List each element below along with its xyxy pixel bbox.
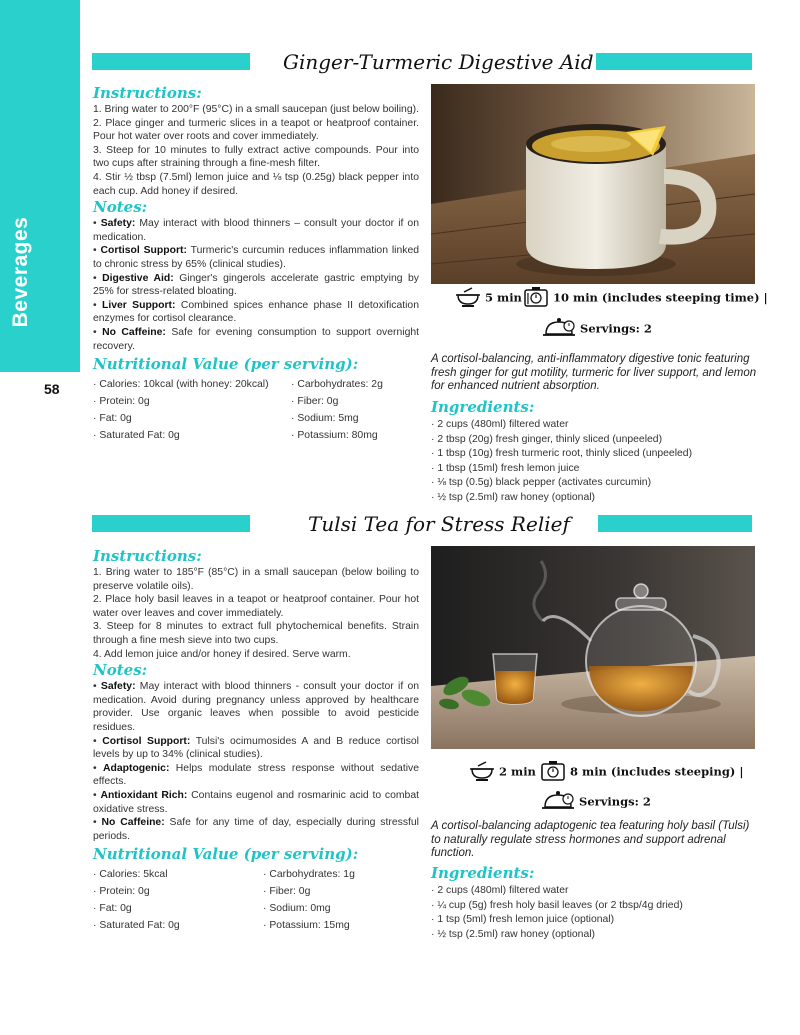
nutrition-item: · Sodium: 0mg [263,903,331,915]
prep-time: 2 min | [469,760,544,785]
title-bar-right [598,515,752,532]
nutrition-item: · Potassium: 80mg [291,430,378,442]
nutrition-item: · Saturated Fat: 0g [93,430,180,442]
ingredient-item: · 1 tbsp (15ml) fresh lemon juice [431,462,580,474]
nutrition-item: · Fiber: 0g [291,396,339,408]
section-label: Beverages [9,216,32,328]
ingredient-item: · 2 tbsp (20g) fresh ginger, thinly sliced (unpeeled) [431,433,663,445]
nutrition-item: · Saturated Fat: 0g [93,920,180,932]
ingredient-item: · ⅛ tsp (0.5g) black pepper (activates curcumin) [431,477,652,488]
note-item: • Antioxidant Rich: Contains eugenol and rosmarinic acid to combat oxidative stress. [93,789,419,815]
recipe-description: A cortisol-balancing, anti-inflammatory digestive tonic featuring fresh ginger for gut motility, turmeric for liver support, and lemon for enhanced nutrient absorption. [431,353,757,392]
recipe-title: Ginger-Turmeric Digestive Aid [283,50,594,74]
note-item: • Safety: May interact with blood thinners - consult your doctor if on medication. Avoid during pregnancy unless approved by healthcare provider. Use organic leaves when possible to avoid pesticide residues. [93,681,420,733]
cook-time: 8 min (includes steeping) | [540,760,744,785]
nutrition-item: · Fat: 0g [93,903,132,915]
prep-bowl-icon [455,286,481,311]
ingredient-item: · 2 cups (480ml) filtered water [431,885,569,896]
ingredient-item: · ½ tsp (2.5ml) raw honey (optional) [431,928,596,940]
servings: Servings: 2 [541,789,651,816]
note-item: • Safety: May interact with blood thinners – consult your doctor if on medication. [93,218,419,243]
note-item: • Digestive Aid: Ginger's gingerols accelerate gastric emptying by 25% for stress-related bloating. [93,272,419,298]
note-item: • No Caffeine: Safe for any time of day, especially during stressful periods. [93,817,419,842]
nutrition-item: · Calories: 5kcal [93,869,168,881]
recipe-left-column [93,547,419,934]
ingredients-list [431,884,761,942]
ingredient-item: · ¼ cup (5g) fresh holy basil leaves (or 2 tbsp/4g dried) [431,899,683,911]
recipe-description: A cortisol-balancing adaptogenic tea featuring holy basil (Tulsi) to naturally regulate stress hormones and support adrenal function. [431,820,750,859]
note-item: • Adaptogenic: Helps modulate stress response without sedative effects. [93,762,420,788]
recipe-photo-ginger-tea [431,84,755,284]
ingredient-item: · 1 tsp (5ml) fresh lemon juice (optional) [431,914,615,925]
cook-time: 10 min (includes steeping time) | [523,286,768,311]
serving-cloche-icon [541,789,575,816]
ingredients-heading: Ingredients: [431,398,535,416]
instruction-step: 4. Add lemon juice and/or honey if desired. Serve warm. [93,648,351,660]
nutrition-item: · Fat: 0g [93,413,132,425]
recipe-left-column [93,84,419,444]
instruction-step: 3. Steep for 8 minutes to extract full phytochemical benefits. Strain through a fine mesh sieve into two cups. [93,621,419,646]
nutrition-item: · Protein: 0g [93,396,150,408]
title-bar-right [596,53,752,70]
nutrition-item: · Carbohydrates: 2g [291,379,383,391]
notes-heading: Notes: [93,198,148,217]
servings: Servings: 2 [542,316,652,343]
instructions-heading: Instructions: [93,84,202,102]
instruction-step: 3. Steep for 10 minutes to fully extract active compounds. Pour into two cups after straining through a fine-mesh filter. [93,144,419,170]
nutrition-item: · Sodium: 5mg [291,413,359,425]
timer-pot-icon [540,760,566,785]
prep-time: 5 min | [455,286,530,311]
nutrition-item: · Fiber: 0g [263,886,311,898]
page-number: 58 [44,381,60,397]
title-bar-left [92,53,250,70]
nutrition-heading: Nutritional Value (per serving): [93,845,359,864]
instruction-step: 2. Place holy basil leaves in a teapot or heatproof container. Pour hot water over leaves and cover immediately. [93,594,419,619]
ingredient-item: · ½ tsp (2.5ml) raw honey (optional) [431,491,596,503]
note-item: • No Caffeine: Safe for evening consumption to support overnight recovery. [93,326,420,352]
nutrition-item: · Carbohydrates: 1g [263,869,355,881]
recipe-photo-tulsi-tea [431,546,755,749]
instructions-heading: Instructions: [93,547,202,565]
instruction-step: 1. Bring water to 185°F (85°C) in a small saucepan (below boiling to preserve volatile oils). [93,567,419,592]
instruction-step: 4. Stir ½ tbsp (7.5ml) lemon juice and ⅛ tsp (0.25g) black pepper into each cup. Add honey if desired. [93,171,419,197]
nutrition-heading: Nutritional Value (per serving): [93,355,359,374]
timer-pot-icon [523,286,549,311]
note-item: • Liver Support: Combined spices enhance phase II detoxification enzymes for cortisol clearance. [93,299,419,325]
instruction-step: 1. Bring water to 200°F (95°C) in a small saucepan (just below boiling). [93,104,419,115]
nutrition-item: · Protein: 0g [93,886,150,898]
nutrition-item: · Potassium: 15mg [263,920,350,932]
title-bar-left [92,515,250,532]
nutrition-table [93,866,419,934]
recipe-title: Tulsi Tea for Stress Relief [308,512,570,536]
notes-heading: Notes: [93,661,148,680]
ingredient-item: · 2 cups (480ml) filtered water [431,419,569,430]
note-item: • Cortisol Support: Turmeric's curcumin reduces inflammation linked to chronic stress by 65% (clinical studies). [93,245,420,270]
nutrition-table [93,376,419,444]
serving-cloche-icon [542,316,576,343]
note-item: • Cortisol Support: Tulsi's ocimumosides A and B reduce cortisol levels by up to 34% (clinical studies). [93,735,419,761]
nutrition-item: · Calories: 10kcal (with honey: 20kcal) [93,379,269,391]
prep-bowl-icon [469,760,495,785]
ingredients-list [431,418,761,505]
instruction-step: 2. Place ginger and turmeric slices in a teapot or heatproof container. Pour hot water over roots and cover immediately. [93,117,419,143]
ingredients-heading: Ingredients: [431,864,535,882]
ingredient-item: · 1 tbsp (10g) fresh turmeric root, thinly sliced (unpeeled) [431,448,693,459]
